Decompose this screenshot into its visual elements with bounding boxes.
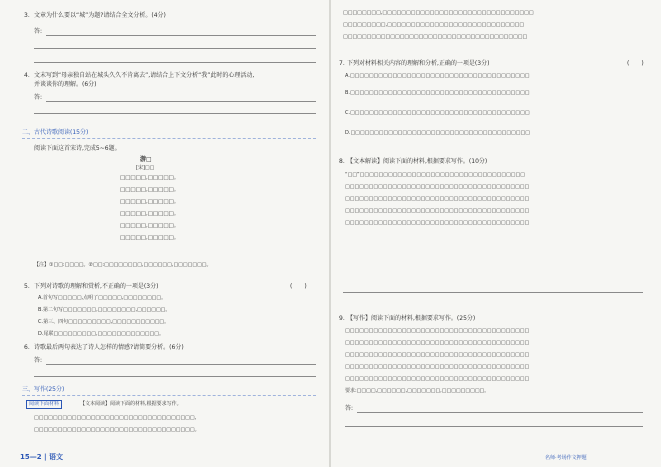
left-page xyxy=(0,0,330,467)
page-footer: 15—2 | 语文 xyxy=(20,453,64,461)
q4-text: 文末写到“母亲独自站在城头久久不肯离去”,请结合上下文分析“我”此时的心理活动, xyxy=(34,72,255,79)
q9-body: □□□□□□□□□□□□□□□□□□□□□□□□□□□□□□□□□□□□□□□ xyxy=(345,364,530,370)
q4-number: 4. xyxy=(24,72,30,79)
q7-option-d: D.□□□□□□□□□□□□□□□□□□□□□□□□□□□□□□□□□□□□□□ xyxy=(345,130,530,136)
q3-text: 文章为什么要以“城”为题?请结合全文分析。(4分) xyxy=(34,12,166,19)
poem-line: □□□□□,□□□□□。 xyxy=(120,211,180,217)
q7-bracket[interactable]: ( ) xyxy=(627,60,644,67)
answer-line[interactable] xyxy=(46,35,316,36)
writing-body: □□□□□□□□□□□□□□□□□□□□□□□□□□□□□□□□□□。 xyxy=(34,427,200,433)
q6-number: 6. xyxy=(24,344,30,351)
answer-line[interactable] xyxy=(34,113,316,114)
answer-line[interactable] xyxy=(357,412,643,413)
section-divider xyxy=(22,138,316,139)
q5-option-d: D.尾联□□□□□□□□□,□□□□□□□□□□□□□。 xyxy=(38,331,164,337)
q4-answer-label: 答: xyxy=(34,94,43,101)
poem-author: [宋]□□ xyxy=(136,165,155,171)
answer-line[interactable] xyxy=(34,376,316,377)
q9-body: □□□□□□□□□□□□□□□□□□□□□□□□□□□□□□□□□□□□□□□ xyxy=(345,328,530,334)
poem-line: □□□□□,□□□□□。 xyxy=(120,223,180,229)
q7-text: 下列对材料相关内容的理解和分析,正确的一项是(3分) xyxy=(347,60,490,67)
answer-line[interactable] xyxy=(34,62,316,63)
section-divider xyxy=(22,395,316,396)
poem-note: 【注】①□□:□□□□。②□□:□□□□□□□□,□□□□□□,□□□□□□□。 xyxy=(34,262,212,268)
q9-text: 【写作】阅读下面的材料,根据要求写作。(25分) xyxy=(347,315,476,322)
q6-text: 诗歌最后两句表达了诗人怎样的情感?请简要分析。(6分) xyxy=(34,344,184,351)
section-title: 二、古代诗歌阅读(15分) xyxy=(22,129,89,136)
answer-line[interactable] xyxy=(46,364,316,365)
q8-body: □□□□□□□□□□□□□□□□□□□□□□□□□□□□□□□□□□□□□□□ xyxy=(345,184,530,190)
q5-option-a: A.首句写□□□□□,点明了□□□□□,□□□□□□□□。 xyxy=(38,295,167,301)
q3-number: 3. xyxy=(24,12,30,19)
passage-line: □□□□□□□□,□□□□□□□□□□□□□□□□□□□□□□□□□□□□□□□□ xyxy=(343,10,534,16)
poem-line: □□□□□,□□□□□。 xyxy=(120,199,180,205)
right-page xyxy=(331,0,661,467)
answer-line[interactable] xyxy=(343,292,643,293)
passage-line: □□□□□□□□□,□□□□□□□□□□□□□□□□□□□□□□□□□□□□□ xyxy=(343,22,525,28)
writing-instruction: 【文本阅读】阅读下面的材料,根据要求写作。 xyxy=(80,401,182,407)
poem-intro: 阅读下面这首宋诗,完成5~6题。 xyxy=(34,145,121,152)
q9-requirement: 要求:□□□□,□□□□□□,□□□□□□□,□□□□□□□□□。 xyxy=(345,388,490,394)
q5-text: 下列对诗歌的理解和赏析,不正确的一项是(3分) xyxy=(34,283,159,290)
section-title: 三、写作(25分) xyxy=(22,386,65,393)
writing-label: 阅读下面材料 xyxy=(26,400,62,409)
q7-option-a: A.□□□□□□□□□□□□□□□□□□□□□□□□□□□□□□□□□□□□□□ xyxy=(345,73,530,79)
q6-answer-label: 答: xyxy=(34,357,43,364)
q9-number: 9. xyxy=(339,315,345,322)
answer-line[interactable] xyxy=(34,48,316,49)
passage-line: □□□□□□□□□□□□□□□□□□□□□□□□□□□□□□□□□□□□□□□ xyxy=(343,34,528,40)
q7-number: 7. xyxy=(339,60,345,67)
q7-option-c: C.□□□□□□□□□□□□□□□□□□□□□□□□□□□□□□□□□□□□□□ xyxy=(345,110,530,116)
q8-number: 8. xyxy=(339,158,345,165)
poem-title: 游□ xyxy=(140,156,152,163)
q8-body: “□□”□□□□□□□□□□□□□□□□□□□□□□□□□□□□□□□□□□□ xyxy=(345,172,525,178)
poem-line: □□□□□,□□□□□。 xyxy=(120,175,180,181)
answer-line[interactable] xyxy=(345,426,643,427)
q9-body: □□□□□□□□□□□□□□□□□□□□□□□□□□□□□□□□□□□□□□□ xyxy=(345,376,530,382)
q7-option-b: B.□□□□□□□□□□□□□□□□□□□□□□□□□□□□□□□□□□□□□□ xyxy=(345,90,530,96)
poem-line: □□□□□,□□□□□。 xyxy=(120,235,180,241)
q9-answer-label: 答: xyxy=(345,405,354,412)
q5-option-c: C.第三、四句□□□□□□□□□,□□□□□□□□□□□。 xyxy=(38,319,170,325)
q9-body: □□□□□□□□□□□□□□□□□□□□□□□□□□□□□□□□□□□□□□□ xyxy=(345,352,530,358)
q3-answer-label: 答: xyxy=(34,28,43,35)
q8-body: □□□□□□□□□□□□□□□□□□□□□□□□□□□□□□□□□□□□□□□ xyxy=(345,208,530,214)
q8-body: □□□□□□□□□□□□□□□□□□□□□□□□□□□□□□□□□□□□□□□ xyxy=(345,196,530,202)
q5-bracket[interactable]: ( ) xyxy=(290,283,307,290)
q8-text: 【文本解读】阅读下面的材料,根据要求写作。(10分) xyxy=(347,158,488,165)
writing-body: □□□□□□□□□□□□□□□□□□□□□□□□□□□□□□□□□□, xyxy=(34,415,197,421)
answer-line[interactable] xyxy=(46,101,316,102)
q8-body: □□□□□□□□□□□□□□□□□□□□□□□□□□□□□□□□□□□□□□□ xyxy=(345,220,530,226)
poem-line: □□□□□,□□□□□。 xyxy=(120,187,180,193)
q4-text-cont: 并谈谈你的理解。(6分) xyxy=(34,81,97,88)
q5-option-b: B.第二句写□□□□□□□,□□□□□□□□,□□□□□□。 xyxy=(38,307,171,313)
q9-body: □□□□□□□□□□□□□□□□□□□□□□□□□□□□□□□□□□□□□□□ xyxy=(345,340,530,346)
page-footer: 名师·考场作文押题 xyxy=(545,455,587,461)
q5-number: 5. xyxy=(24,283,30,290)
